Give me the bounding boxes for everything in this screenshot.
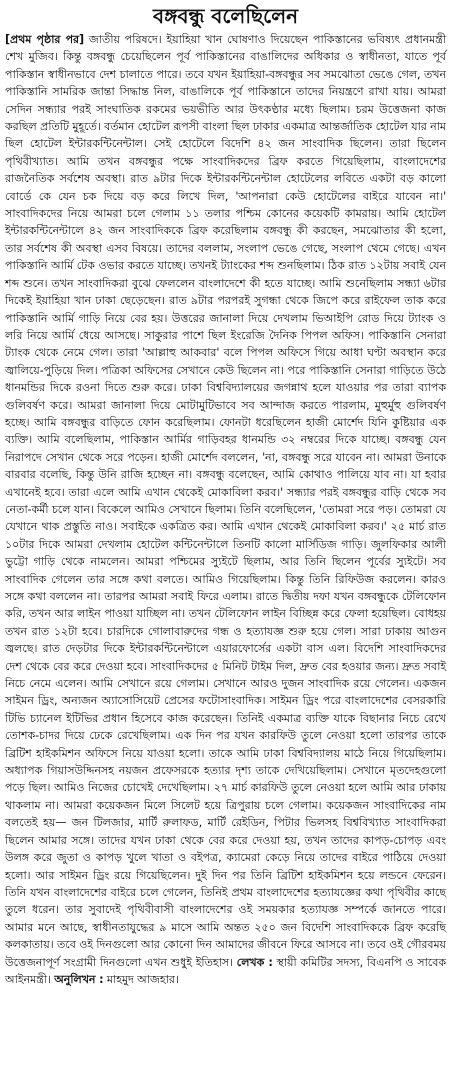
transcriber-name: মাহমুদ আজহার। — [103, 972, 179, 986]
article-headline: বঙ্গবন্ধু বলেছিলেন — [152, 4, 299, 28]
author-label: লেখক : — [236, 955, 273, 969]
continued-from-front-page-label: [প্রথম পৃষ্ঠার পর] — [5, 33, 85, 46]
article-body-text: জাতীয় পরিষদে। ইয়াহিয়া খান ঘোষণাও দিয়েছেন পাকিস্তানের ভবিষ্যৎ প্রধানমন্ত্রী শেখ মুজিব। কিন্তু বঙ্গবন্ধু চেয়েছিলেন পূর্ব পাকিস্তানের বাঙালিদের অধিকার ও স্বাধীনতা, যাতে পূর্ব পাকিস্তান স্বাধীনভাবে দেশ চালাতে পারে। তবে যখন ইয়াহিয়া-বঙ্গবন্ধুর সব সমঝোতা ভেঙে গেল, তখন পাকিস্তানি সামরিক জান্তা সিদ্ধান্ত নিল, বাঙালিকে পূর্ব পাকিস্তানে তাদের নিয়ন্ত্রণে রাখা যায়। আমরা সেদিন সন্ধ্যার পরই সাংঘাতিক রকমের ভয়ভীতি আর উৎকণ্ঠার মধ্যে ছিলাম। চরম উত্তেজনা কাজ করছিল প্রতিটি মুহূর্তে। বর্তমান হোটেল রূপসী বাংলা ছিল ঢাকার একমাত্র আন্তর্জাতিক হোটেল যার নাম ছিল হোটেল ইন্টারকন্টিনেন্টাল। সেই হোটেলে বিদেশি ৪২ জন সাংবাদিক ছিলেন। তারা ছিলেন পৃথিবীখ্যাত। আমি তখন বঙ্গবন্ধুর পক্ষে সাংবাদিকদের ব্রিফ করতে গিয়েছিলাম, বাংলাদেশের রাজনৈতিক সর্বশেষ অবস্থা। রাত ৯টার দিকে ইন্টারকন্টিনেন্টাল হোটেলের লবিতে একটা বড় কালো বোর্ডে কে যেন চক দিয়ে বড় করে লিখে দিল, 'আপনারা কেউ হোটেলের বাইরে যাবেন না।' সাংবাদিকদের নিয়ে আমরা চলে গেলাম ১১ তলার পশ্চিম কোনের কয়েকটি কামরায়। আমি হোটেল ইন্টারকন্টিনেন্টালে ৪২ জন সাংবাদিককে ব্রিফ করেছিলাম বঙ্গবন্ধু কী করছেন, সমঝোতার কী হলো, তার সর্বশেষ কী অবস্থা এসব বিষয়ে। তাদের বললাম, সংলাপ ভেঙে গেছে, সংলাপ থেমে গেছে। এখন পাকিস্তানি আর্মি টেক ওভার করতে যাচ্ছে। তখনই ট্যাংকের শব্দ শুনছিলাম। ঠিক রাত ১২টায় সবাই যেন শব্দ শুনে। তখন সাংবাদিকরা বুঝে ফেললেন বাংলাদেশে কী হতে যাচ্ছে। আমি শুনেছিলাম সন্ধ্যা ৬টার দিকেই ইয়াহিয়া খান ঢাকা ছেড়েছেন। রাত ৯টার পরপরই সুগন্ধা থেকে জিপে করে রাইফেল তাক করে পাকিস্তানি আর্মি গাড়ি নিয়ে বের হয়। উত্তরের জানালা দিয়ে দেখলাম ভিআইপি রোড দিয়ে ট্যাংক ও লরি নিয়ে আর্মি ধেয়ে আসছে। সাকুরার পাশে ছিল ইংরেজি দৈনিক পিপল অফিস। পাকিস্তানি সেনারা ট্যাংক থেকে নেমে গেল। তারা 'আল্লাহু আকবার' বলে পিপল অফিসে গিয়ে আধা ঘণ্টা অবস্থান করে জ্বালিয়ে-পুড়িয়ে দিল। পত্রিকা অফিসের সেখানে কেউ ছিলেন না। পরে পাকিস্তানি সেনারা গাড়িতে উঠে ধানমন্ডির দিকে রওনা দিতে শুরু করে। ঢাকা বিশ্ববিদ্যালয়ের জগন্নাথ হলে যাওয়ার পর তারা ব্যাপক গুলিবর্ষণ করে। আমরা জানালা দিয়ে মোটামুটিভাবে সব আন্দাজ করতে পারলাম, মুহুর্মুহু গুলিবর্ষণ হচ্ছে। আমি বঙ্গবন্ধুর বাড়িতে ফোন করেছিলাম। ফোনটা ধরেছিলেন হাজী মোর্শেদ যিনি কুষ্টিয়ার এক ব্যক্তি। আমি বলেছিলাম, পাকিস্তান আর্মির গাড়িবহর ধানমন্ডি ৩২ নম্বরের দিকে যাচ্ছে। বঙ্গবন্ধু যেন নিরাপদে সেখান থেকে সরে পড়েন। হাজী মোর্শেদ বললেন, 'না, বঙ্গবন্ধু সরে যাবেন না। আমরা উনাকে বারবার বলেছি, কিন্তু উনি রাজি হচ্ছেন না। বঙ্গবন্ধু বলেছেন, আমি কোথাও পালিয়ে যাব না। যা হবার এখানেই হবে। তারা এলে আমি এখান থেকেই মোকাবিলা করব।' সন্ধ্যার পরই বঙ্গবন্ধুর বাড়ি থেকে সব নেতা-কর্মী চলে যান। বিকেলে আমিও সেখানে ছিলাম। তিনি বলেছিলেন, 'তোমরা সরে পড়। তোমরা যে যেখানে থাক প্রস্তুতি নাও। সবাইকে একত্রিত কর। আমি এখান থেকেই মোকাবিলা করব।' ২৫ মার্চ রাত ১০টার দিকে আমরা দেখলাম হোটেল কন্টিনেন্টালে তিনটি কালো মার্সিডিজ গাড়ি। জুলফিকার আলী ভুট্টো গাড়ি থেকে নামলেন। আমরা পশ্চিমের স্যুইটে ছিলাম, আর তিনি ছিলেন পূর্বের স্যুইটে। সব সাংবাদিক গেলেন তার সঙ্গে কথা বলতে। আমিও গিয়েছিলাম। কিন্তু তিনি রিফিউজ করলেন। কারও সঙ্গে কথা বললেন না। তারপর আমরা সবাই ফিরে এলাম। রাতে দ্বিতীয় দফা যখন বঙ্গবন্ধুকে টেলিফোন করি, তখন আর লাইন পাওয়া যাচ্ছিল না। তখন টেলিফোন লাইন বিচ্ছিন্ন করে ফেলা হয়েছিল। বোধহয় তখন রাত ১২টা হবে। চারদিকে গোলাবারুদের গন্ধ ও হত্যাযজ্ঞ শুরু হয়ে গেল। সারা ঢাকায় আগুন জ্বলছে। রাত দেড়টার দিকে ইন্টারকন্টিনেন্টালে এয়ারফোর্সের একটা বাস এল। বিদেশি সাংবাদিকদের দেশ থেকে বের করে দেওয়া হবে। সাংবাদিকদের ৫ মিনিট টাইম দিল, দ্রুত বের হওয়ার জন্য। দ্রুত সবাই নিচে নেমে এলেন। আমি সেখানে রয়ে গেলাম। সেখানে আরও দুজন সাংবাদিক রয়ে গেলেন। একজন সাইমন ড্রিং, অন্যজন অ্যাসোসিয়েট প্রেসের ফটোসাংবাদিক। সাইমন ড্রিং পরে বাংলাদেশের বেসরকারি টিভি চ্যানেল ইটিভির প্রধান হিসেবে কাজ করেছেন। তিনিই একমাত্র ব্যক্তি যাকে বিছানার নিচে রেখে তোশক-চাদর দিয়ে ঢেকে রেখেছিলাম। এক দিন পর যখন কারফিউ তুলে নেওয়া হলো তারপর তাকে ব্রিটিশ হাইকমিশন অফিসে নিয়ে যাওয়া হলো। তাকে আমি ঢাকা বিশ্ববিদ্যালয় মাঠে নিয়ে গিয়েছিলাম। অধ্যাপক গিয়াসউদ্দিনসহ নয়জন প্রফেসরকে হত্যার দৃশ্য তাকে দেখিয়েছিলাম। সেখানে মৃতদেহগুলো পড়ে ছিল। আমিও নিজের চোখেই দেখেছিলাম। ২৭ মার্চ কারফিউ তুলে নেওয়া হলে আমি আর ঢাকায় থাকলাম না। আমরা কয়েকজন মিলে সিলেট হয়ে ত্রিপুরায় চলে গেলাম। কয়েকজন সাংবাদিকের নাম বলতেই হয়— জন টিলজার, মার্টি রুলাফড, মার্টি রেইডিন, পিটার ভিলসহ বিশ্ববিখ্যাত সাংবাদিকরা ছিলেন আমার সঙ্গে। তাদের যখন ঢাকা থেকে বের করে দেওয়া হয়, তখন তাদের কাপড়-চোপড় এবং উলঙ্গ করে জুতা ও কাপড় খুলে খাতা ও বইপত্র, ক্যামেরা কেড়ে নিয়ে তাদের বাইরে পাঠিয়ে দেওয়া হলো। আর সাইমন ড্রিং রয়ে গিয়েছিলেন। দুই দিন পর তিনি ব্রিটিশ হাইকমিশন হয়ে লন্ডনে ফেরেন। তিনি যখন বাংলাদেশের বাইরে চলে গেলেন, তিনিই প্রথম বাংলাদেশের হত্যাযজ্ঞের কথা পৃথিবীর কাছে তুলে ধরেন। তার সুবাদেই পৃথিবীবাসী বাংলাদেশের ওই সময়কার হত্যাযজ্ঞ সম্পর্কে জানতে পারে। আমার মনে আছে, স্বাধীনতাযুদ্ধের ৯ মাসে আমি অন্তত ২৫০ জন বিদেশি সাংবাদিককে ব্রিফ করেছি কলকাতায়। তবে ওই দিনগুলো আর কোনো দিন আমাদের জীবনে ফিরে আসবে না। তবে ওই গৌরবময় উত্তেজনাপূর্ণ সংগ্রামী দিনগুলো এখন শুধুই ইতিহাস। — [5, 33, 446, 969]
author-description: স্থায়ী কমিটির সদস্য, বিএনপি ও সাবেক আইনমন্ত্রী। — [5, 955, 447, 986]
article-body — [5, 31, 446, 988]
transcriber-label: অনুলিখন : — [54, 972, 104, 986]
